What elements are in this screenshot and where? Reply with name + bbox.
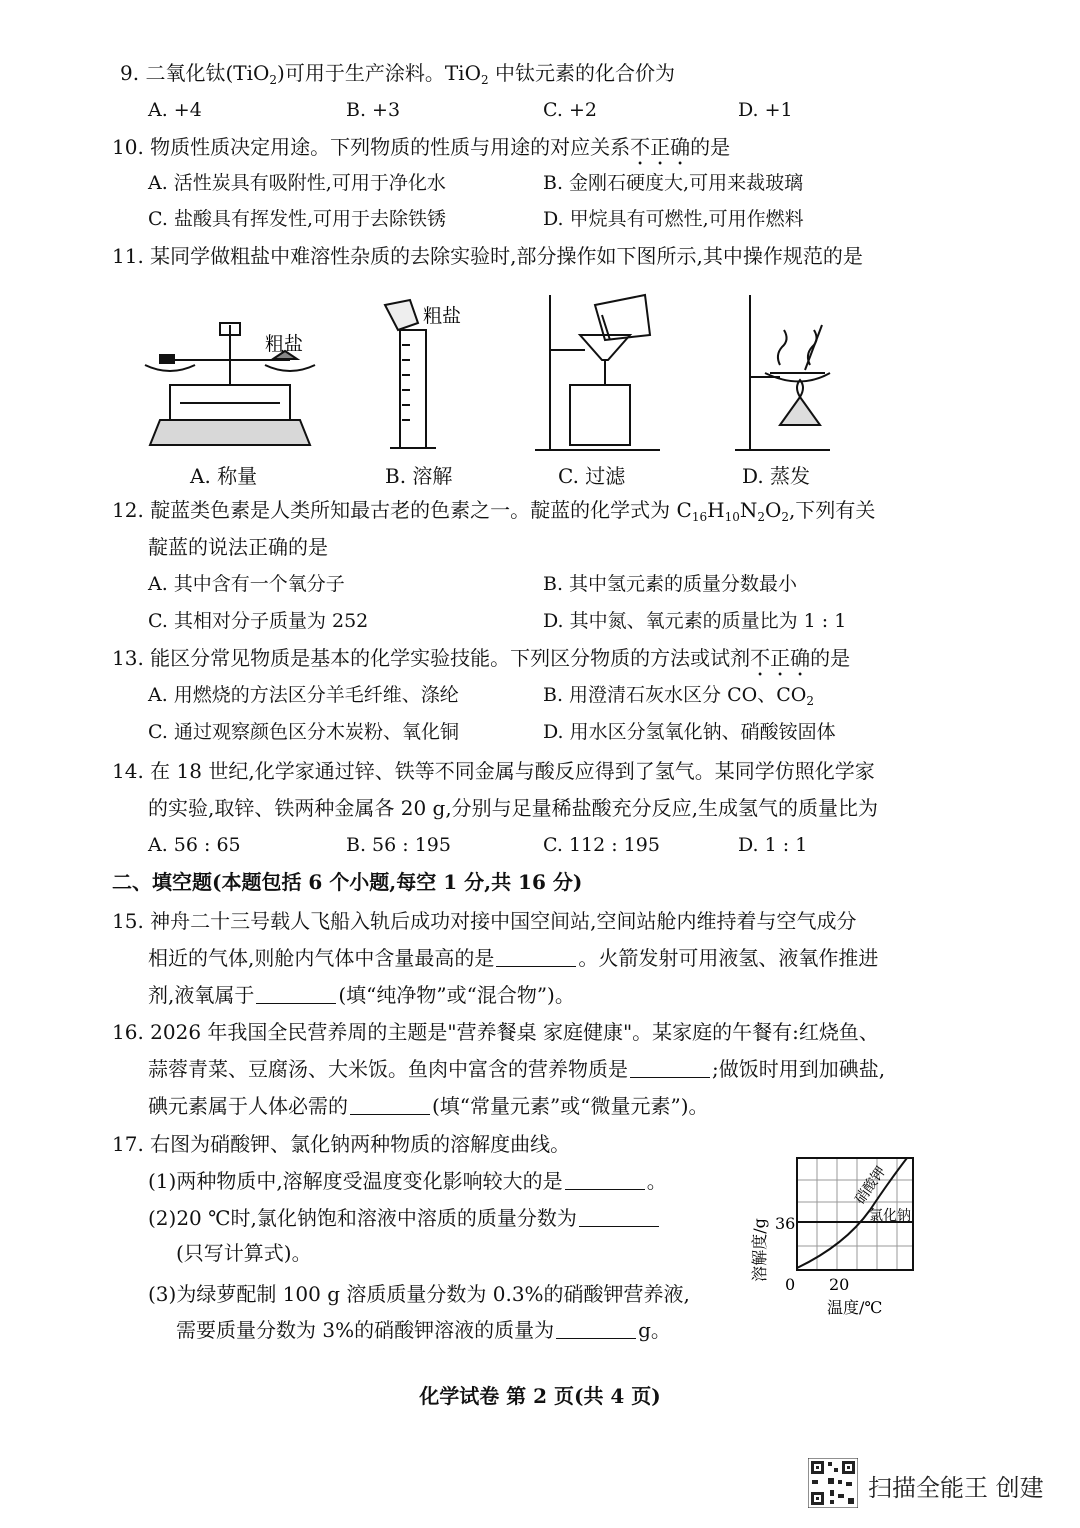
origin-label: 0: [785, 1275, 796, 1294]
q17-part-3: (3)为绿萝配制 100 g 溶质质量分数为 0.3%的硝酸钾营养液,: [148, 1282, 690, 1306]
question-15-line2: 相近的气体,则舱内气体中含量最高的是 。火箭发射可用液氢、液氧作推进: [148, 946, 879, 970]
scanner-watermark: 扫描全能王 创建: [868, 1474, 1044, 1502]
balance-salt-label: 粗盐: [265, 333, 304, 355]
question-17-stem: 17. 右图为硝酸钾、氯化钠两种物质的溶解度曲线。: [112, 1132, 571, 1156]
question-13-stem: 13. 能区分常见物质是基本的化学实验技能。下列区分物质的方法或试剂不正确的是: [112, 646, 851, 670]
q17-part-3-line2: 需要质量分数为 3%的硝酸钾溶液的质量为 g。: [176, 1318, 671, 1342]
q14-option-d: D. 1 : 1: [738, 834, 808, 856]
q12-option-c: C. 其相对分子质量为 252: [148, 610, 369, 632]
q14-option-c: C. 112 : 195: [543, 834, 660, 856]
qr-code-icon: [808, 1458, 858, 1508]
filtration-illustration: [535, 295, 660, 450]
question-16-line2: 蒜蓉青菜、豆腐汤、大米饭。鱼肉中富含的营养物质是 ;做饭时用到加碘盐,: [148, 1057, 886, 1081]
q12-option-b: B. 其中氢元素的质量分数最小: [543, 573, 798, 595]
q11-caption-d: D. 蒸发: [742, 464, 811, 488]
q11-apparatus-figure: [140, 285, 840, 460]
q17-part-2-note: (只写计算式)。: [176, 1241, 312, 1265]
solubility-chart: [745, 1150, 925, 1340]
x-axis-label: 温度/℃: [827, 1298, 883, 1317]
q15-blank-1: [496, 948, 576, 967]
q10-option-d: D. 甲烷具有可燃性,可用作燃料: [543, 208, 804, 230]
page-footer: 化学试卷 第 2 页(共 4 页): [419, 1384, 661, 1408]
q17-part-2: (2)20 ℃时,氯化钠饱和溶液中溶质的质量分数为: [148, 1205, 661, 1231]
q14-option-a: A. 56 : 65: [148, 834, 241, 856]
q10-option-c: C. 盐酸具有挥发性,可用于去除铁锈: [148, 208, 446, 230]
q12-option-a: A. 其中含有一个氧分子: [148, 573, 345, 595]
q13-option-a: A. 用燃烧的方法区分羊毛纤维、涤纶: [148, 684, 459, 706]
q13-option-d: D. 用水区分氢氧化钠、硝酸铵固体: [543, 721, 836, 743]
q13-option-c: C. 通过观察颜色区分木炭粉、氧化铜: [148, 721, 459, 743]
question-16-line3: 碘元素属于人体必需的 (填“常量元素”或“微量元素”)。: [148, 1094, 709, 1118]
question-11-stem: 11. 某同学做粗盐中难溶性杂质的去除实验时,部分操作如下图所示,其中操作规范的是: [112, 244, 863, 268]
evaporation-illustration: [735, 295, 830, 450]
question-10-stem: 10. 物质性质决定用途。下列物质的性质与用途的对应关系不正确的是: [112, 135, 731, 159]
question-14-stem-line2: 的实验,取锌、铁两种金属各 20 g,分别与足量稀盐酸充分反应,生成氢气的质量比为: [148, 796, 879, 820]
q9-option-a: A. +4: [148, 99, 202, 121]
q17-part-1: (1)两种物质中,溶解度受温度变化影响较大的是 。: [148, 1169, 667, 1193]
q10-option-a: A. 活性炭具有吸附性,可用于净化水: [148, 172, 446, 194]
nacl-label: 氯化钠: [869, 1208, 911, 1224]
q11-caption-c: C. 过滤: [558, 464, 626, 488]
y-axis-label: 溶解度/g: [750, 1218, 769, 1282]
q9-option-c: C. +2: [543, 99, 597, 121]
q16-blank-2: [350, 1096, 430, 1115]
q14-option-b: B. 56 : 195: [346, 834, 451, 856]
q13-option-b: B. 用澄清石灰水区分 CO、$CO_2$: [543, 684, 814, 708]
question-16-stem: 16. 2026 年我国全民营养周的主题是"营养餐桌 家庭健康"。某家庭的午餐有:红烧鱼、: [112, 1020, 879, 1044]
q12-option-d: D. 其中氮、氧元素的质量比为 1 : 1: [543, 610, 847, 632]
question-9-stem: 9. 二氧化钛(TiO$_2$)可用于生产涂料。TiO$_2$ 中钛元素的化合价为: [120, 61, 675, 87]
y-tick-36: 36: [775, 1214, 796, 1233]
kno3-label: 硝酸钾: [852, 1163, 890, 1208]
x-tick-20: 20: [829, 1275, 850, 1294]
q16-blank-1: [630, 1059, 710, 1078]
cylinder-salt-label: 粗盐: [423, 305, 462, 327]
q17-blank-3: [556, 1320, 636, 1339]
question-14-stem: 14. 在 18 世纪,化学家通过锌、铁等不同金属与酸反应得到了氢气。某同学仿照化学家: [112, 759, 875, 783]
question-15-line3: 剂,液氧属于 (填“纯净物”或“混合物”)。: [148, 983, 575, 1007]
q11-caption-a: A. 称量: [190, 464, 258, 488]
q17-blank-1: [565, 1171, 645, 1190]
q15-blank-2: [256, 985, 336, 1004]
question-15-stem: 15. 神舟二十三号载人飞船入轨后成功对接中国空间站,空间站舱内维持着与空气成分: [112, 909, 857, 933]
q10-option-b: B. 金刚石硬度大,可用来裁玻璃: [543, 172, 804, 194]
question-12-stem: 12. 靛蓝类色素是人类所知最古老的色素之一。靛蓝的化学式为 $C_{16}H_{10}N_2O_2$,下列有关: [112, 498, 876, 524]
q17-blank-2: [579, 1208, 659, 1227]
q9-option-d: D. +1: [738, 99, 793, 121]
question-12-stem-line2: 靛蓝的说法正确的是: [148, 535, 328, 559]
q9-option-b: B. +3: [346, 99, 401, 121]
q11-caption-b: B. 溶解: [385, 464, 453, 488]
section-2-heading: 二、填空题(本题包括 6 个小题,每空 1 分,共 16 分): [112, 870, 583, 894]
